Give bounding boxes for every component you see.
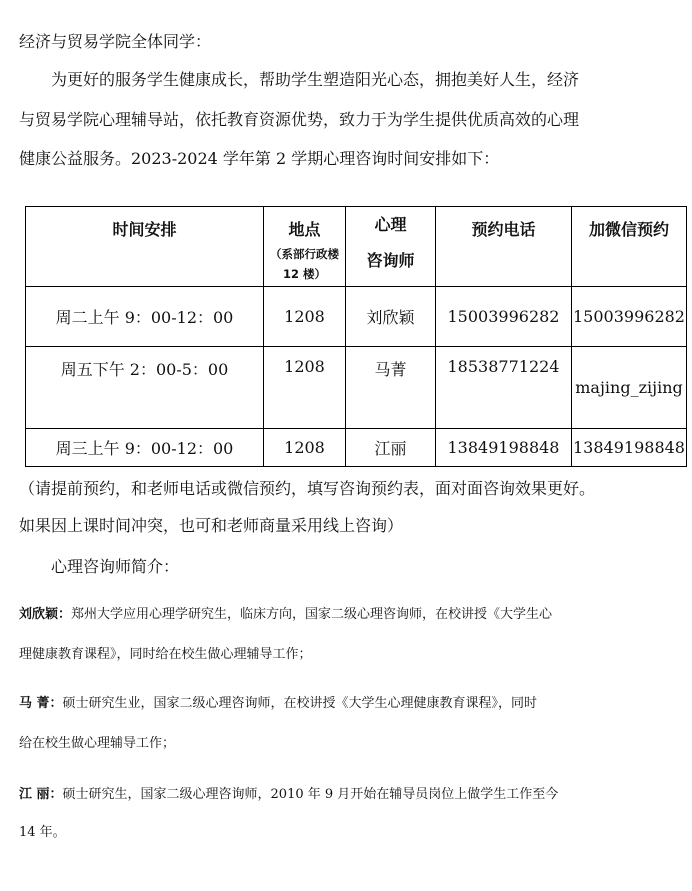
intro-line-2: 与贸易学院心理辅导站，依托教育资源优势，致力于为学生提供优质高效的心理	[19, 110, 580, 129]
header-time: 时间安排	[26, 207, 264, 287]
cell-place: 1208	[264, 347, 346, 429]
table-header-row	[26, 207, 687, 287]
cell-phone: 15003996282	[436, 287, 572, 347]
cell-wechat: 15003996282	[572, 287, 687, 347]
intro-line-3: 健康公益服务。2023-2024 学年第 2 学期心理咨询时间安排如下：	[19, 149, 500, 168]
header-place: 地点 （系部行政楼 12 楼）	[264, 207, 346, 287]
cell-wechat: majing_zijing	[572, 347, 687, 429]
cell-phone: 18538771224	[436, 347, 572, 429]
table-row	[26, 287, 687, 347]
bio-1-line-2: 理健康教育课程》，同时给在校生做心理辅导工作；	[19, 647, 312, 662]
table-row	[26, 429, 687, 467]
header-counselor: 心理 咨询师	[346, 207, 436, 287]
bio-1-name: 刘欣颖：	[19, 607, 72, 622]
greeting: 经济与贸易学院全体同学：	[19, 32, 212, 51]
note-line-2: 如果因上课时间冲突，也可和老师商量采用线上咨询）	[19, 516, 404, 535]
bio-2-line-2: 给在校生做心理辅导工作；	[19, 736, 176, 751]
bio-2-line-1: 马 菁：硕士研究生业，国家二级心理咨询师，在校讲授《大学生心理健康教育课程》，同时	[19, 696, 538, 711]
table-row	[26, 347, 687, 429]
header-place-note: （系部行政楼 12 楼）	[270, 247, 339, 281]
bio-3-name: 江 丽：	[19, 787, 63, 802]
bio-3-line-2: 14 年。	[19, 825, 66, 840]
cell-time: 周三上午 9：00-12：00	[26, 429, 264, 467]
cell-counselor: 刘欣颖	[346, 287, 436, 347]
bio-3-line-1: 江 丽：硕士研究生，国家二级心理咨询师，2010 年 9 月开始在辅导员岗位上做学生工作至今	[19, 787, 559, 802]
bio-1-line-1: 刘欣颖：郑州大学应用心理学研究生，临床方向，国家二级心理咨询师，在校讲授《大学生心	[19, 607, 553, 622]
schedule-table	[25, 206, 687, 467]
cell-phone: 13849198848	[436, 429, 572, 467]
cell-time: 周二上午 9：00-12：00	[26, 287, 264, 347]
cell-place: 1208	[264, 287, 346, 347]
header-wechat: 加微信预约	[572, 207, 687, 287]
header-phone: 预约电话	[436, 207, 572, 287]
note-line-1: （请提前预约，和老师电话或微信预约，填写咨询预约表，面对面咨询效果更好。	[19, 479, 596, 498]
cell-counselor: 马菁	[346, 347, 436, 429]
cell-place: 1208	[264, 429, 346, 467]
cell-wechat: 13849198848	[572, 429, 687, 467]
bio-2-name: 马 菁：	[19, 696, 63, 711]
cell-time: 周五下午 2：00-5：00	[26, 347, 264, 429]
intro-line-1: 为更好的服务学生健康成长，帮助学生塑造阳光心态，拥抱美好人生，经济	[51, 70, 580, 89]
cell-counselor: 江丽	[346, 429, 436, 467]
bio-heading: 心理咨询师简介：	[51, 557, 180, 576]
